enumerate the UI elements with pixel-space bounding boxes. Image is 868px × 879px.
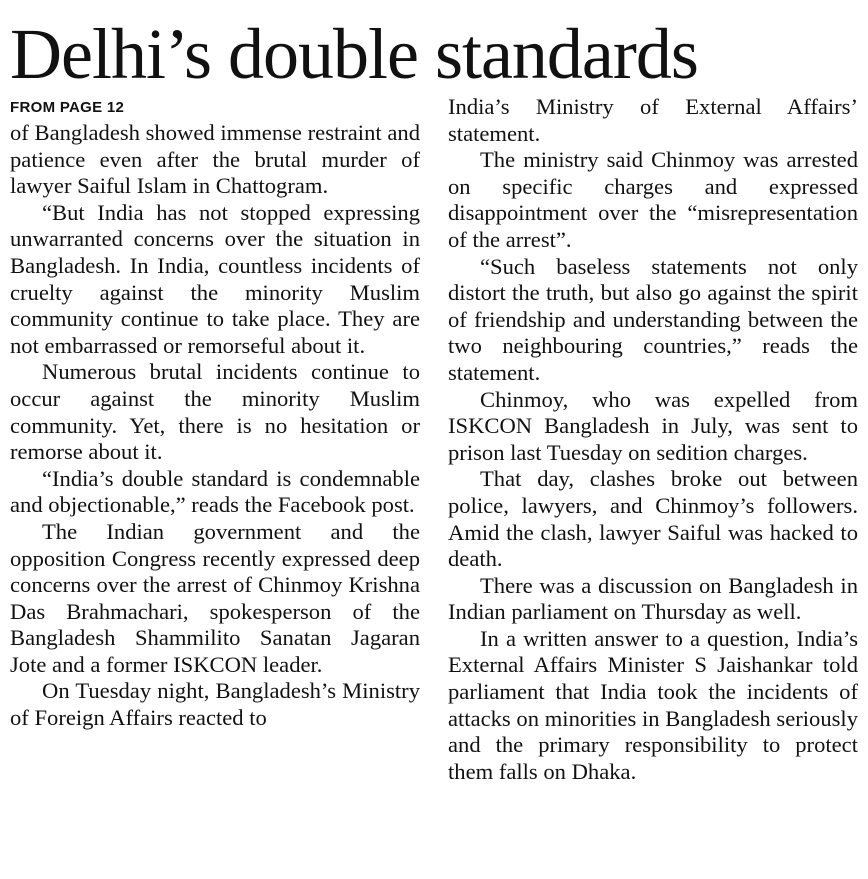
continuation-kicker: FROM PAGE 12 bbox=[10, 99, 125, 116]
paragraph: The Indian government and the opposition Congress recently expressed deep concerns over the arrest of Chinmoy Krishna Das Brahmachari, spokesperson of the Bangladesh Shammilito Sanatan Jagaran Jote and a former ISKCON leader. bbox=[10, 518, 420, 677]
paragraph: “But India has not stopped expressing unwarranted concerns over the situation in Bangladesh. In India, countless incidents of cruelty against the minority Muslim community continue to take place. They are not embarrassed or remorseful about it. bbox=[10, 199, 420, 358]
left-column bbox=[10, 94, 420, 732]
paragraph: On Tuesday night, Bangladesh’s Ministry of Foreign Affairs reacted to bbox=[10, 678, 420, 731]
paragraph: Numerous brutal incidents continue to occur against the minority Muslim community. Yet, there is no hesitation or remorse about it. bbox=[10, 359, 420, 465]
paragraph: “India’s double standard is condemnable and objectionable,” reads the Facebook post. bbox=[10, 465, 420, 518]
paragraph: of Bangladesh showed immense restraint and patience even after the brutal murder of lawyer Saiful Islam in Chattogram. bbox=[10, 120, 420, 199]
paragraph: There was a discussion on Bangladesh in Indian parliament on Thursday as well. bbox=[448, 572, 858, 625]
paragraph: The ministry said Chinmoy was arrested on specific charges and expressed disappointment over the “misrepresentation of the arrest”. bbox=[448, 147, 858, 252]
paragraph: India’s Ministry of External Affairs’ statement. bbox=[448, 94, 858, 146]
paragraph: Chinmoy, who was expelled from ISKCON Bangladesh in July, was sent to prison last Tuesday on sedition charges. bbox=[448, 386, 858, 465]
right-column bbox=[448, 94, 858, 785]
paragraph: That day, clashes broke out between police, lawyers, and Chinmoy’s followers. Amid the clash, lawyer Saiful was hacked to death. bbox=[448, 466, 858, 572]
paragraph: “Such baseless statements not only distort the truth, but also go against the spirit of friendship and understanding between the two neighbouring countries,” reads the statement. bbox=[448, 253, 858, 385]
paragraph: In a written answer to a question, India’s External Affairs Minister S Jaishankar told parliament that India took the incidents of attacks on minorities in Bangladesh seriously and the primary responsibility to protect them falls on Dhaka. bbox=[448, 625, 858, 784]
headline: Delhi’s double standards bbox=[10, 14, 698, 94]
